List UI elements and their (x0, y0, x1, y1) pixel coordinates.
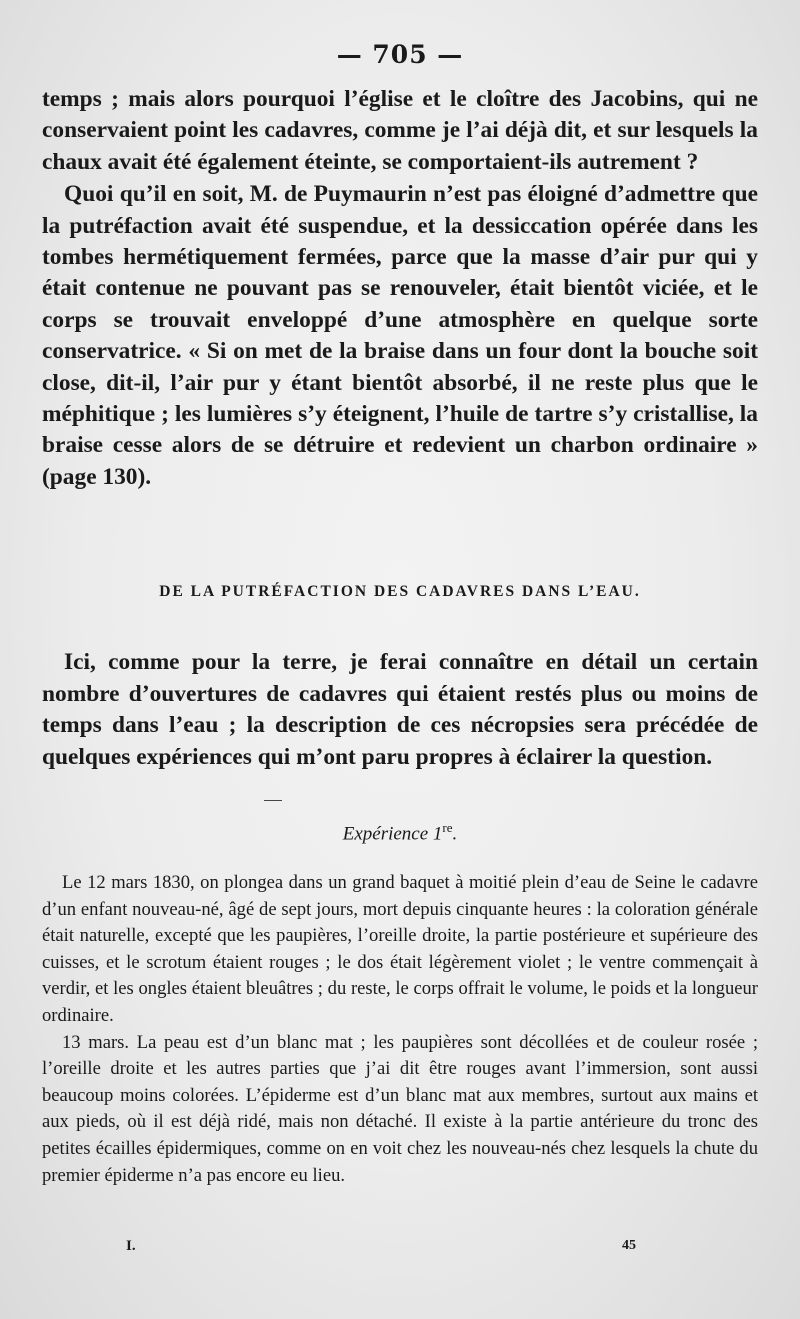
experiment-text-block (42, 870, 758, 1189)
section-heading: DE LA PUTRÉFACTION DES CADAVRES DANS L’EAU. (159, 583, 641, 600)
intro-text-block (42, 647, 758, 773)
paragraph-puymaurin: Quoi qu’il en soit, M. de Puymaurin n’est pas éloigné d’admettre que la putréfaction avait été suspendue, et la dessiccation opérée dans les tombes hermétiquement fermées, parce que la masse d’air pur qui y était contenue ne pouvant pas se renouveler, était bientôt viciée, et le corps se trouvait enveloppé d’une atmosphère en quelque sorte conservatrice. « Si on met de la braise dans un four dont la bouche soit close, dit-il, l’air pur y étant bientôt absorbé, il ne reste plus que le méphitique ; les lumières s’y éteignent, l’huile de tartre s’y cristallise, la braise cesse alors de se détruire et redevient un charbon ordinaire » (page 130). (42, 181, 758, 490)
divider-rule (264, 800, 282, 801)
footer-signature: 45 (622, 1238, 636, 1253)
experiment-title-end: . (452, 823, 458, 845)
paragraph-march-13: 13 mars. La peau est d’un blanc mat ; les paupières sont décollées et de couleur rosée ; l’oreille droite et les autres parties que j’ai dit être rouges avant l’immersion, sont aussi beaucoup moins colorées. L’épiderme est d’un blanc mat aux membres, surtout aux mains et aux pieds, où il est déjà ridé, mais non détaché. Il existe à la partie antérieure du tronc des petites écailles épidermiques, comme on en voit chez les nouveau-nés chez lesquels la chute du premier épiderme n’a pas encore eu lieu. (42, 1031, 758, 1186)
upper-text-block (42, 84, 758, 493)
paragraph-march-12: Le 12 mars 1830, on plongea dans un grand baquet à moitié plein d’eau de Seine le cadavre d’un enfant nouveau-né, âgé de sept jours, mort depuis cinquante heures : la coloration générale était naturelle, excepté que les paupières, l’oreille droite, la partie postérieure et supérieure des cuisses, et le scrotum étaient rouges ; le dos était légèrement violet ; le ventre commençait à verdir, et les ongles étaient bleuâtres ; du reste, le corps offrait le volume, le poids et la longueur ordinaire. (42, 872, 758, 1026)
paragraph-intro: Ici, comme pour la terre, je ferai connaître en détail un certain nombre d’ouvertures de cadavres qui étaient restés plus ou moins de temps dans l’eau ; la description de ces nécropsies sera précédée de quelques expériences qui m’ont paru propres à éclairer la question. (42, 649, 758, 770)
footer-volume: I. (126, 1238, 136, 1254)
experiment-title: Expérience 1 (342, 823, 443, 845)
experiment-superscript: re (442, 820, 453, 835)
paragraph-continuation: temps ; mais alors pourquoi l’église et le cloître des Jacobins, qui ne conservaient point les cadavres, comme je l’ai déjà dit, et sur lesquels la chaux avait été également éteinte, se comportaient-ils autrement ? (42, 86, 758, 175)
experiment-heading (0, 820, 800, 845)
page-number: — 705 — (336, 40, 464, 69)
